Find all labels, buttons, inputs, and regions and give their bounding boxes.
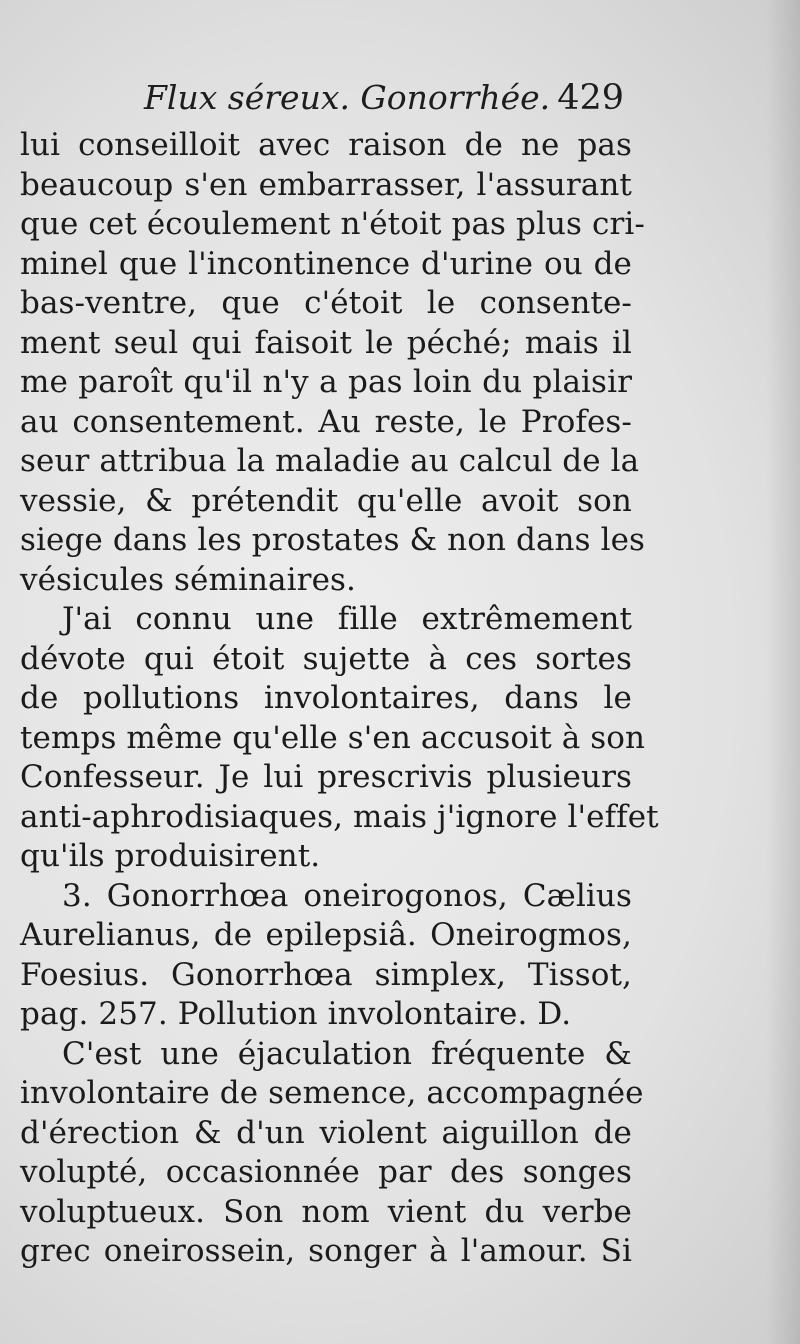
text-line: 3. Gonorrhœa oneirogonos, Cælius <box>62 877 632 914</box>
text-line: siege dans les prostates & non dans les <box>20 522 646 558</box>
text-line: au consentement. Au reste, le Profes- <box>20 403 632 440</box>
text-line: involontaire de semence, accompagnée <box>20 1075 644 1111</box>
text-line: anti-aphrodisiaques, mais j'ignore l'effet <box>20 798 659 835</box>
running-head: Flux séreux. Gonorrhée. <box>144 78 551 117</box>
paragraph <box>20 877 632 1035</box>
text-line: Foesius. Gonorrhœa simplex, Tissot, <box>20 956 632 993</box>
page-edge-shadow <box>766 0 800 1344</box>
text-line: J'ai connu une fille extrêmement <box>62 601 632 637</box>
text-line: volupté, occasionnée par des songes <box>20 1154 632 1190</box>
text-line: minel que l'incontinence d'urine ou de <box>20 245 632 282</box>
text-line: me paroît qu'il n'y a pas loin du plaisir <box>20 364 632 400</box>
text-line: que cet écoulement n'étoit pas plus cri- <box>20 206 645 242</box>
text-line: C'est une éjaculation fréquente & <box>62 1035 632 1072</box>
text-line: qu'ils produisirent. <box>20 838 321 874</box>
text-line: temps même qu'elle s'en accusoit à son <box>20 719 646 756</box>
text-line: vésicules séminaires. <box>20 561 356 598</box>
text-line: pag. 257. Pollution involontaire. D. <box>20 996 572 1032</box>
text-line: vessie, & prétendit qu'elle avoit son <box>20 482 632 519</box>
paragraph <box>20 126 646 600</box>
text-line: voluptueux. Son nom vient du verbe <box>20 1193 632 1230</box>
text-line: Confesseur. Je lui prescrivis plusieurs <box>20 759 632 795</box>
text-line: d'érection & d'un violent aiguillon de <box>20 1114 632 1151</box>
body-text <box>20 126 659 1272</box>
text-line: de pollutions involontaires, dans le <box>20 680 632 716</box>
text-line: dévote qui étoit sujette à ces sortes <box>20 640 632 677</box>
text-line: bas-ventre, que c'étoit le consente- <box>20 285 632 321</box>
paragraph <box>20 1035 644 1272</box>
paragraph <box>20 600 659 877</box>
page-header <box>20 70 632 126</box>
text-line: lui conseilloit avec raison de ne pas <box>20 127 632 163</box>
page-number: 429 <box>557 78 624 118</box>
text-line: seur attribua la maladie au calcul de la <box>20 443 640 479</box>
text-line: grec oneirossein, songer à l'amour. Si <box>20 1233 632 1269</box>
text-line: ment seul qui faisoit le péché; mais il <box>20 324 632 361</box>
text-line: beaucoup s'en embarrasser, l'assurant <box>20 166 632 203</box>
text-line: Aurelianus, de epilepsiâ. Oneirogmos, <box>20 917 632 953</box>
